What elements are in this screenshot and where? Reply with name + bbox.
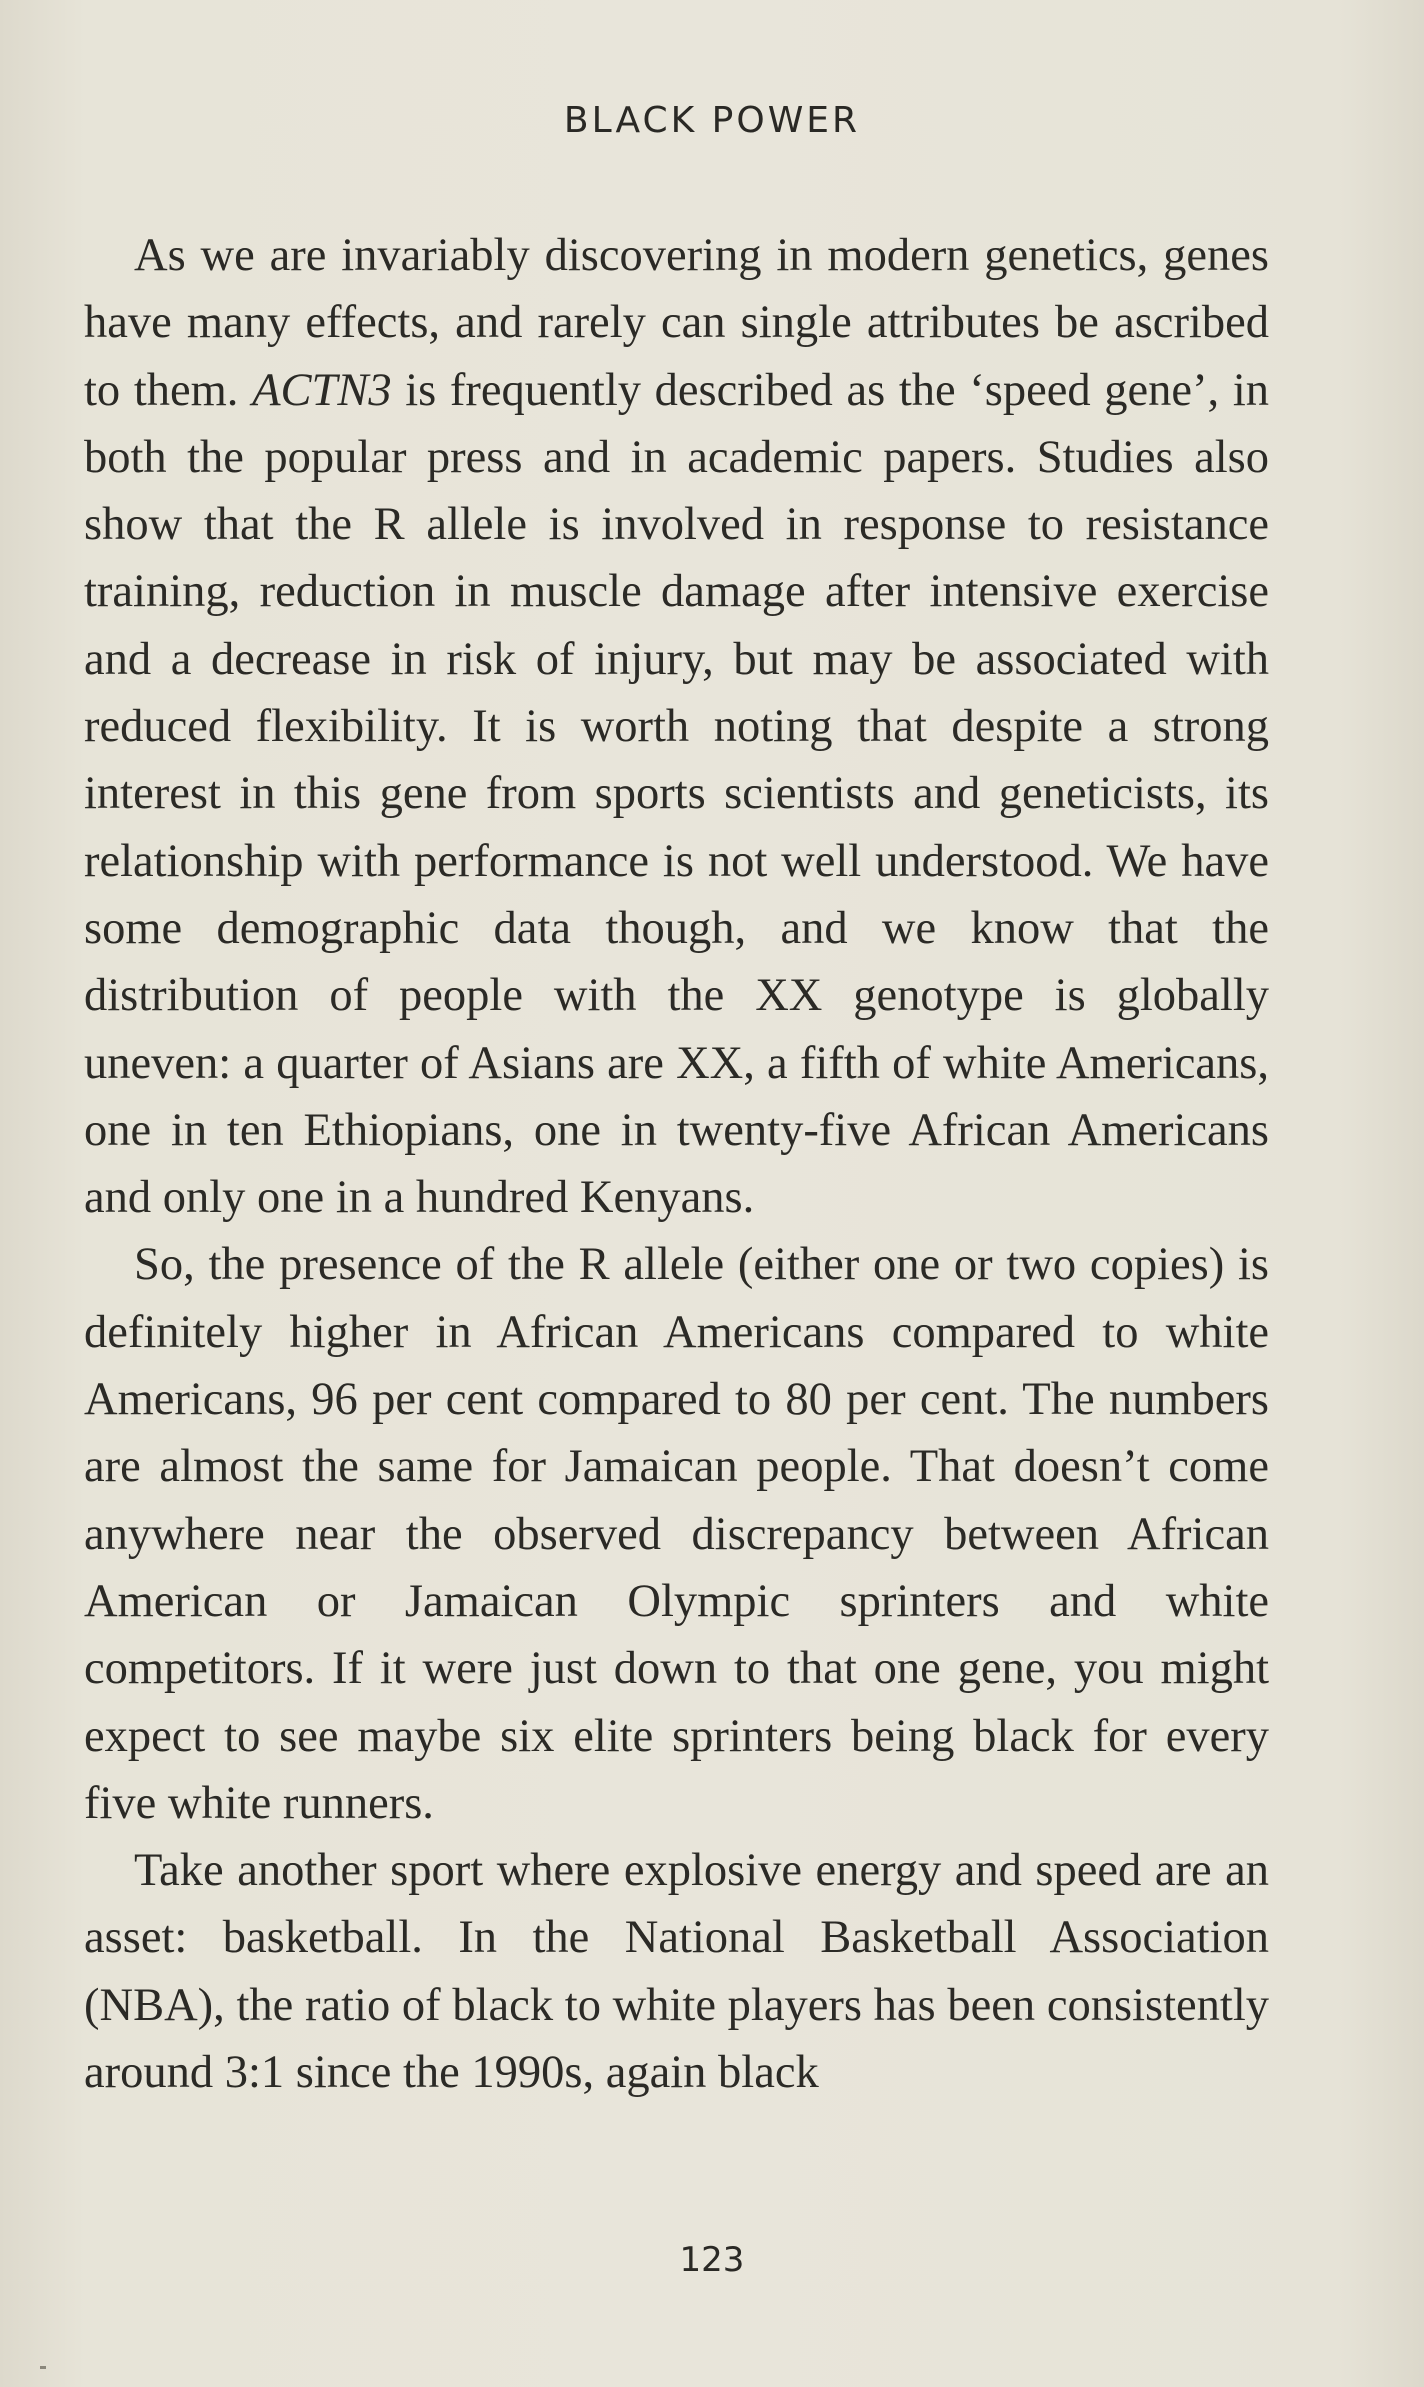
scan-speck (40, 2366, 46, 2369)
paragraph-2: So, the presence of the R allele (either one or two copies) is definitely higher in African Americans compared to white Americans, 96 per cent compared to 80 per cent. The numbers are almost the same for Jamaican people. That doesn’t come anywhere near the observed discrepancy between African American or Jamaican Olympic sprinters and white competitors. If it were just down to that one gene, you might expect to see maybe six elite sprinters being black for every five white runners. (84, 1239, 1269, 1829)
paragraph-1-text-end: is frequently described as the ‘speed gene’, in both the popular press and in academic papers. Studies also show that the R allele is involved in response to resistance training, reduction in muscle damage after intensive exercise and a decrease in risk of injury, but may be associated with reduced flexibility. It is worth noting that despite a strong interest in this gene from sports scientists and geneticists, its relationship with performance is not well understood. We have some demographic data though, and we know that the distribution of people with the XX genotype is globally uneven: a quarter of Asians are XX, a fifth of white Americans, one in ten Ethiopians, one in twenty-five African Americans and only one in a hundred Kenyans. (84, 364, 1269, 1224)
paragraph-1 (84, 222, 1269, 1231)
paragraph-1-text-start: As we are invariably discovering in modern genetics, genes have many effects, and rarely can single attributes be ascribed to them. (84, 230, 1269, 416)
gene-name-italic: ACTN3 (252, 364, 392, 416)
running-head: BLACK POWER (563, 100, 861, 141)
page-number: 123 (679, 2240, 745, 2280)
body-text (84, 222, 1269, 2106)
paragraph-3: Take another sport where explosive energy and speed are an asset: basketball. In the National Basketball Association (NBA), the ratio of black to white players has been consistently around 3:1 since the 1990s, again black (84, 1845, 1269, 2099)
